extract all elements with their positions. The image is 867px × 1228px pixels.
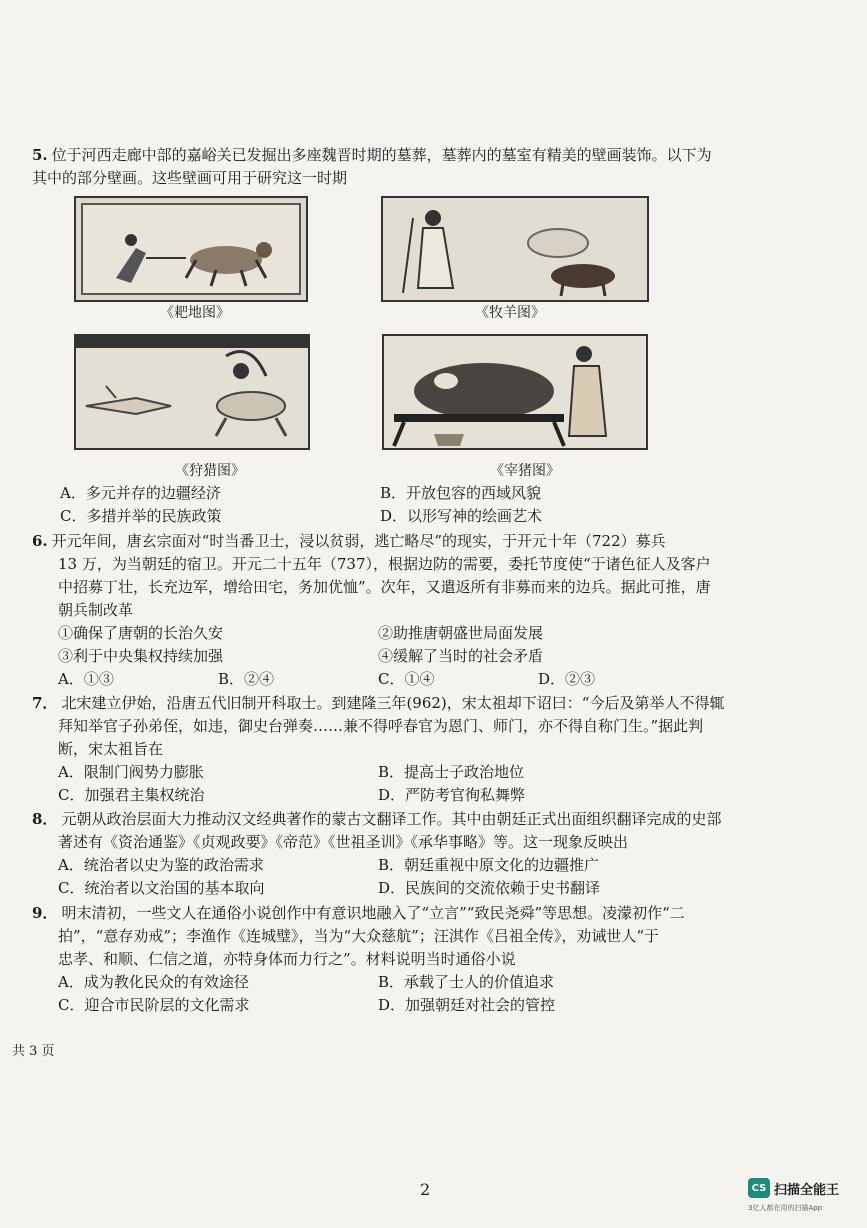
question-text: 中招募丁壮，长充边军，增给田宅，务加优恤”。次年，又遣返所有非募而来的边兵。据此可推，唐	[58, 578, 711, 596]
question-text: 明末清初，一些文人在通俗小说创作中有意识地融入了“立言”“致民尧舜”等思想。凌濛初作“二	[61, 904, 685, 922]
option-b[interactable]: B．②④	[218, 670, 275, 688]
question-text: 断，宋太祖旨在	[58, 740, 164, 758]
option-d[interactable]: D．②③	[538, 670, 596, 688]
option-a[interactable]: A．①③	[58, 670, 114, 688]
option-d[interactable]: D．以形写神的绘画艺术	[380, 507, 543, 525]
question-text: 著述有《资治通鉴》《贞观政要》《帝范》《世祖圣训》《承华事略》等。这一现象反映出	[58, 833, 629, 851]
option-c[interactable]: C．迎合市民阶层的文化需求	[58, 996, 250, 1014]
statement-1: ①确保了唐朝的长治久安	[58, 624, 224, 642]
option-b[interactable]: B．开放包容的西域风貌	[380, 484, 542, 502]
question-text: 忠孝、和顺、仁信之道，亦特身体而力行之”。材料说明当时通俗小说	[58, 950, 516, 968]
statement-3: ③利于中央集权持续加强	[58, 647, 224, 665]
scanner-app-name: 扫描全能王	[774, 1182, 840, 1198]
question-text: 朝兵制改革	[58, 601, 134, 619]
option-a[interactable]: A．多元并存的边疆经济	[60, 484, 221, 502]
option-c[interactable]: C．多措并举的民族政策	[60, 507, 222, 525]
question-text: 其中的部分壁画。这些壁画可用于研究这一时期	[32, 169, 348, 187]
figure-caption: 《狩猎图》	[175, 463, 245, 479]
question-text: 元朝从政治层面大力推动汉文经典著作的蒙古文翻译工作。其中由朝廷正式出面组织翻译完成的史部	[61, 810, 722, 828]
question-number: 9．	[32, 904, 58, 922]
figure-caption: 《牧羊图》	[475, 305, 545, 321]
option-a[interactable]: A．限制门阀势力膨胀	[58, 763, 204, 781]
question-number: 8．	[32, 810, 58, 828]
statement-2: ②助推唐朝盛世局面发展	[378, 624, 544, 642]
question-text: 北宋建立伊始，沿唐五代旧制开科取士。到建隆三年(962)，宋太祖却下诏曰：“今后及第举人不得辄	[61, 694, 725, 712]
figure-caption: 《宰猪图》	[490, 463, 560, 479]
mural-hunting-image	[74, 334, 310, 450]
scanner-logo	[748, 1178, 839, 1198]
question-6	[32, 530, 782, 691]
question-7	[32, 692, 782, 807]
option-c[interactable]: C．统治者以文治国的基本取向	[58, 879, 265, 897]
question-text: 位于河西走廊中部的嘉峪关已发掘出多座魏晋时期的墓葬，墓葬内的墓室有精美的壁画装饰。以下为	[51, 146, 712, 164]
scanner-tagline: 3亿人都在用的扫描App	[748, 1204, 823, 1212]
option-d[interactable]: D．加强朝廷对社会的管控	[378, 996, 556, 1014]
question-number: 7．	[32, 694, 58, 712]
question-9	[32, 902, 782, 1017]
option-c[interactable]: C．①④	[378, 670, 435, 688]
statement-4: ④缓解了当时的社会矛盾	[378, 647, 544, 665]
option-d[interactable]: D．民族间的交流依赖于史书翻译	[378, 879, 601, 897]
mural-herding-image	[381, 196, 649, 302]
option-b[interactable]: B．朝廷重视中原文化的边疆推广	[378, 856, 600, 874]
total-pages-note: 共 3 页	[12, 1044, 55, 1059]
question-text: 13 万，为当朝廷的宿卫。开元二十五年（737），根据边防的需要，委托节度使“于诸色征人及客户	[58, 555, 711, 573]
option-a[interactable]: A．成为教化民众的有效途径	[58, 973, 249, 991]
option-b[interactable]: B．承载了士人的价值追求	[378, 973, 555, 991]
mural-butchering-image	[382, 334, 648, 450]
option-a[interactable]: A．统治者以史为鉴的政治需求	[58, 856, 264, 874]
page-number: 2	[420, 1180, 431, 1199]
figure-caption: 《耙地图》	[160, 305, 230, 321]
cs-logo-icon: CS	[748, 1178, 770, 1198]
question-number: 5.	[32, 146, 48, 164]
question-text: 拜知举官子孙弟侄，如违，御史台弹奏……兼不得呼春官为恩门、师门，亦不得自称门生。”据此判	[58, 717, 704, 735]
option-d[interactable]: D．严防考官徇私舞弊	[378, 786, 526, 804]
question-8	[32, 808, 782, 900]
question-5	[32, 144, 782, 190]
question-text: 拍”，“意存劝戒”；李渔作《连城璧》，当为“大众慈航”；汪淇作《吕祖全传》，劝诫世人“于	[58, 927, 660, 945]
question-text: 开元年间，唐玄宗面对“时当番卫士，浸以贫弱，逃亡略尽”的现实，于开元十年（722）募兵	[51, 532, 666, 550]
question-5-options	[60, 482, 810, 528]
option-c[interactable]: C．加强君主集权统治	[58, 786, 205, 804]
option-b[interactable]: B．提高士子政治地位	[378, 763, 525, 781]
question-number: 6.	[32, 532, 48, 550]
mural-plowing-image	[74, 196, 308, 302]
